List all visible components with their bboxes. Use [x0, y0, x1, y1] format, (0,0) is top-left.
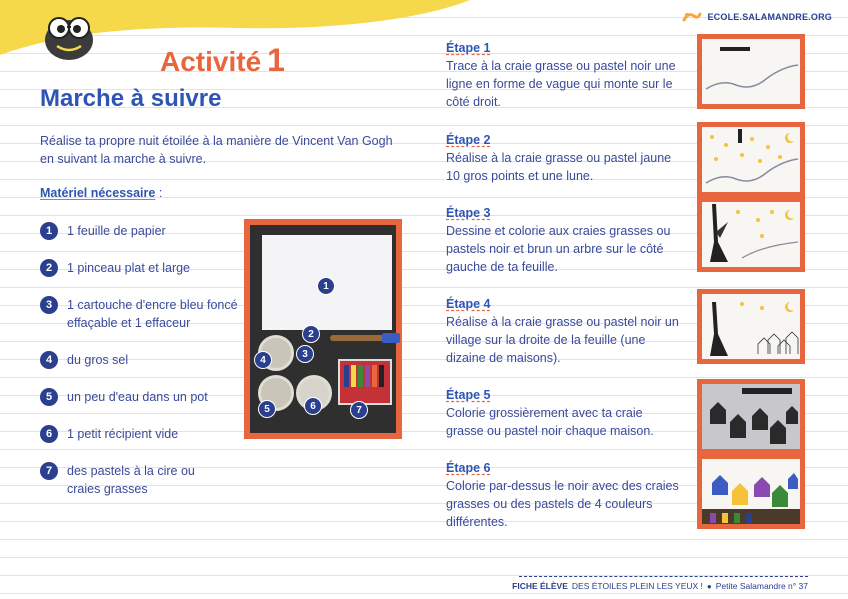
intro-text: Réalise ta propre nuit étoilée à la manière de Vincent Van Gogh en suivant la marche à suivre. [40, 134, 393, 166]
number-badge: 4 [40, 351, 58, 369]
footer-separator: ● [706, 581, 712, 591]
step-4 [446, 296, 696, 367]
stars-moon-drawing [702, 127, 800, 192]
number-badge: 1 [40, 222, 58, 240]
pastel-stick [344, 365, 349, 387]
step-2 [446, 132, 696, 185]
pastel-stick [365, 365, 370, 387]
tree-drawing [702, 202, 800, 267]
photo-marker-3: 3 [296, 345, 314, 363]
photo-marker-4: 4 [254, 351, 272, 369]
colored-houses-drawing [702, 459, 800, 524]
materials-photo [244, 219, 402, 439]
brush-head-shape [382, 333, 400, 343]
step-text: Colorie par-dessus le noir avec des craies grasses ou des pastels de 4 couleurs différentes. [446, 479, 679, 529]
list-item [40, 259, 250, 277]
footer-fiche: FICHE ÉLÈVE [512, 581, 568, 591]
photo-marker-6: 6 [304, 397, 322, 415]
step-title: Étape 3 [446, 206, 491, 220]
step-text: Réalise à la craie grasse ou pastel noir un village sur la droite de la feuille (une dizaine de maisons). [446, 315, 679, 365]
step-4-photo [697, 289, 805, 364]
pastel-stick [351, 365, 356, 387]
material-text: 1 pinceau plat et large [67, 261, 191, 275]
photo-marker-1: 1 [317, 277, 335, 295]
material-text: 1 feuille de papier [67, 224, 166, 238]
step-title: Étape 6 [446, 461, 491, 475]
pastels-box [338, 359, 392, 405]
step-2-photo [697, 122, 805, 197]
step-text: Dessine et colorie aux craies grasses ou pastels noir et brun un arbre sur le côté gauche de ta feuille. [446, 224, 671, 274]
activity-label: Activité [160, 46, 262, 77]
material-text: un peu d'eau dans un pot [67, 390, 208, 404]
step-1 [446, 40, 696, 111]
footer-divider [519, 576, 808, 577]
step-text: Trace à la craie grasse ou pastel noir une ligne en forme de vague qui monte sur le côté droit. [446, 59, 676, 109]
black-houses-drawing [702, 384, 800, 449]
list-item [40, 351, 250, 369]
village-outline-drawing [702, 294, 800, 359]
list-item [40, 296, 240, 332]
number-badge: 6 [40, 425, 58, 443]
number-badge: 2 [40, 259, 58, 277]
material-text: des pastels à la cire ou craies grasses [67, 464, 195, 496]
step-6-photo [697, 454, 805, 529]
materials-heading [40, 186, 162, 200]
activity-heading [160, 42, 285, 79]
pastel-stick [358, 365, 363, 387]
step-1-photo [697, 34, 805, 109]
pastel-stick [372, 365, 377, 387]
list-item [40, 462, 220, 498]
number-badge: 5 [40, 388, 58, 406]
footer-subtitle: DES ÉTOILES PLEIN LES YEUX ! [571, 581, 703, 591]
step-title: Étape 1 [446, 41, 491, 55]
photo-background [250, 225, 396, 433]
step-5 [446, 387, 696, 440]
photo-marker-2: 2 [302, 325, 320, 343]
page-title: Marche à suivre [40, 85, 222, 112]
activity-number: 1 [267, 42, 285, 78]
photo-marker-5: 5 [258, 400, 276, 418]
step-title: Étape 5 [446, 388, 491, 402]
materials-label: Matériel nécessaire [40, 186, 156, 200]
number-badge: 7 [40, 462, 58, 480]
list-item [40, 222, 250, 240]
step-5-photo [697, 379, 805, 454]
salamandre-logo-icon [682, 10, 702, 24]
wave-line-drawing [702, 39, 800, 104]
materials-colon: : [155, 186, 163, 200]
step-title: Étape 2 [446, 133, 491, 147]
material-text: 1 cartouche d'encre bleu foncé effaçable et 1 effaceur [67, 298, 238, 330]
brand-header [682, 10, 832, 24]
list-item [40, 425, 250, 443]
material-text: 1 petit récipient vide [67, 427, 179, 441]
list-item [40, 388, 250, 406]
step-3-photo [697, 197, 805, 272]
step-3 [446, 205, 696, 276]
footer-issue: Petite Salamandre n° 37 [715, 581, 808, 591]
step-title: Étape 4 [446, 297, 491, 311]
step-6 [446, 460, 696, 531]
photo-marker-7: 7 [350, 401, 368, 419]
footer [512, 581, 808, 591]
brand-name[interactable]: ECOLE.SALAMANDRE.ORG [707, 12, 832, 22]
material-text: du gros sel [67, 353, 129, 367]
step-text: Colorie grossièrement avec ta craie grasse ou pastel noir chaque maison. [446, 406, 654, 438]
pastel-stick [379, 365, 384, 387]
salamander-mascot-icon [40, 8, 98, 62]
number-badge: 3 [40, 296, 58, 314]
step-text: Réalise à la craie grasse ou pastel jaune 10 gros points et une lune. [446, 151, 672, 183]
